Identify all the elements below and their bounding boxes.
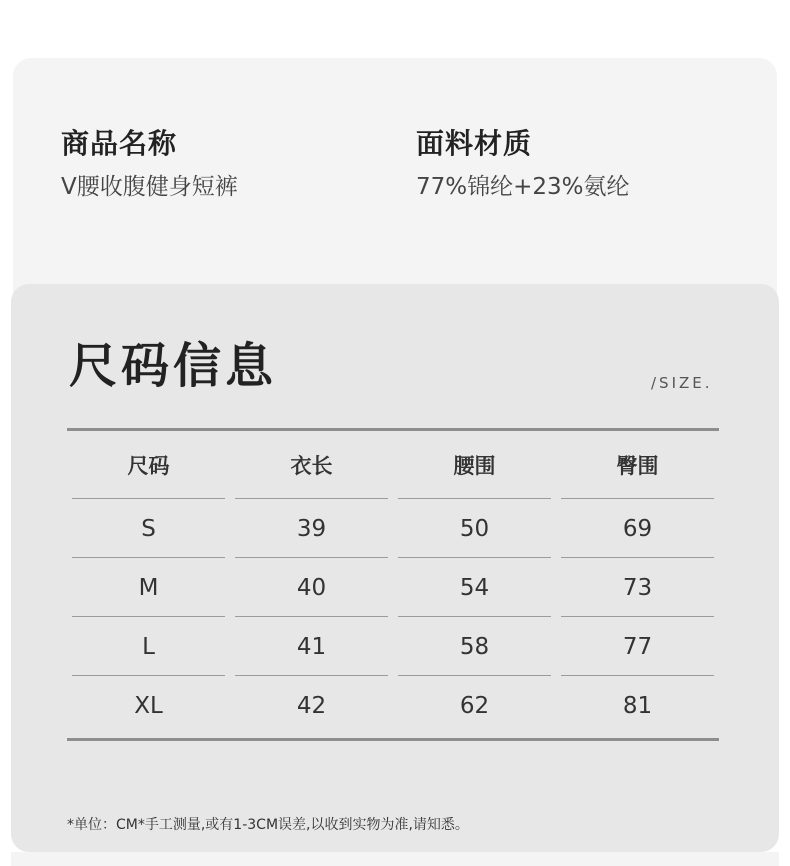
size-title: 尺码信息	[69, 338, 278, 394]
size-subtitle: /SIZE.	[651, 374, 713, 392]
table-cell: 58	[398, 617, 551, 676]
product-name-value: V腰收腹健身短裤	[61, 174, 238, 200]
material-value: 77%锦纶+23%氨纶	[416, 174, 630, 200]
table-cell: L	[72, 617, 225, 676]
measurement-note: *单位：CM*手工测量,或有1-3CM误差,以收到实物为准,请知悉。	[67, 817, 469, 833]
table-cell: 39	[235, 499, 388, 558]
bottom-strip	[11, 852, 779, 866]
table-cell: M	[72, 558, 225, 617]
header-cell-length: 衣长	[235, 431, 388, 499]
table-cell: 42	[296, 692, 327, 719]
table-header-row	[67, 431, 719, 499]
table-cell: 54	[398, 558, 551, 617]
table-bottom-rule	[67, 738, 719, 741]
header-cell-waist: 腰围	[398, 431, 551, 499]
material-label: 面料材质	[416, 127, 533, 160]
table-row	[67, 499, 719, 558]
table-cell: 50	[398, 499, 551, 558]
table-row	[67, 617, 719, 676]
product-name-label: 商品名称	[61, 127, 178, 160]
material-block	[416, 127, 630, 200]
table-cell: 77	[561, 617, 714, 676]
table-row	[67, 676, 719, 735]
table-cell: XL	[134, 692, 163, 719]
table-row	[67, 558, 719, 617]
size-info-card	[11, 284, 779, 852]
size-table	[67, 431, 719, 735]
header-cell-size: 尺码	[72, 431, 225, 499]
product-name-block	[61, 127, 238, 200]
table-cell: 73	[561, 558, 714, 617]
table-cell: 62	[459, 692, 490, 719]
table-cell: 81	[622, 692, 653, 719]
header-cell-hip: 臀围	[561, 431, 714, 499]
table-cell: 41	[235, 617, 388, 676]
table-cell: S	[72, 499, 225, 558]
product-info-card	[13, 58, 777, 318]
table-cell: 40	[235, 558, 388, 617]
table-cell: 69	[561, 499, 714, 558]
